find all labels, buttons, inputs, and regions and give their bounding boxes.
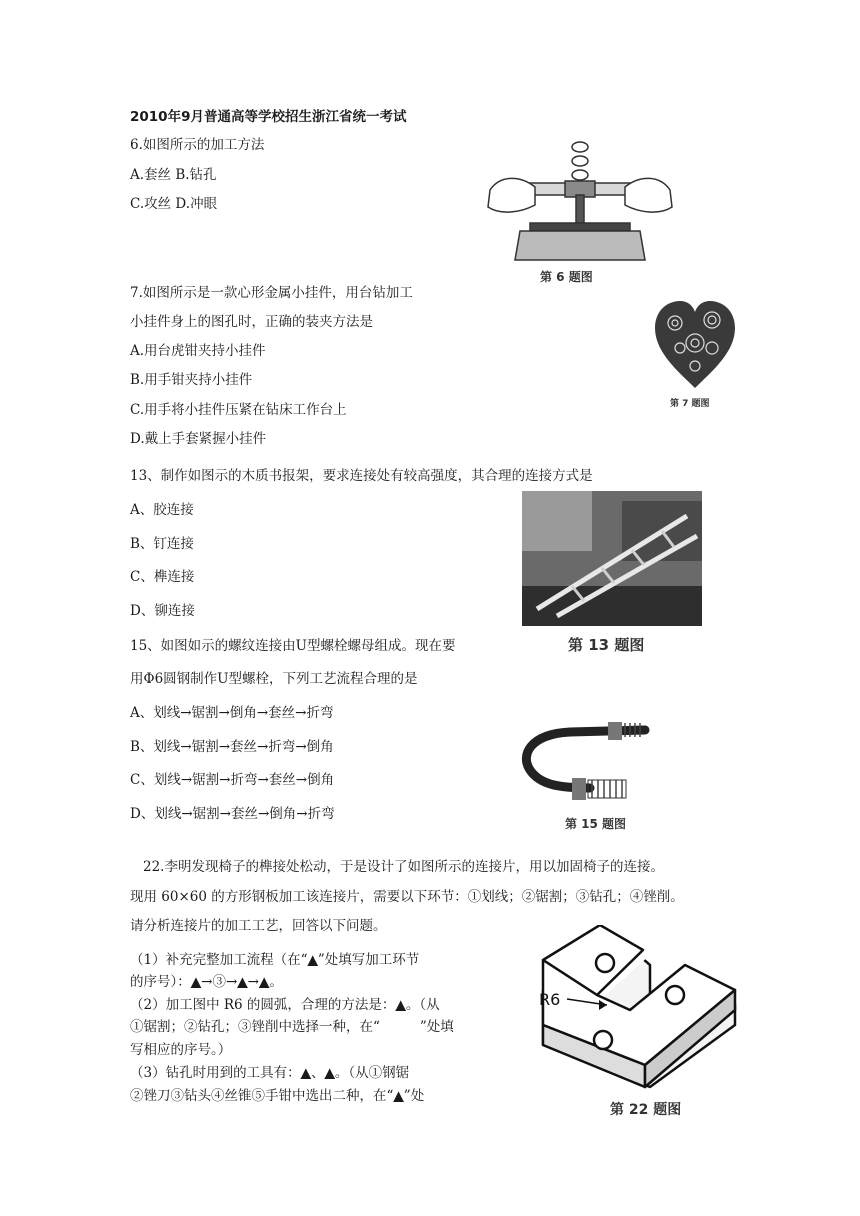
r6-label: R6 <box>539 990 561 1009</box>
q22-part1-line1: （1）补充完整加工流程（在“▲”处填写加工环节 <box>130 952 420 968</box>
q13-figure-book-rack <box>522 491 702 626</box>
answer-blank: ▲ <box>190 974 202 990</box>
q15-option-a: A、划线→锯割→倒角→套丝→折弯 <box>130 705 334 721</box>
q22-part1-line2: 的序号）：▲→③→▲→▲。 <box>130 974 283 990</box>
q7-stem-line2: 小挂件身上的图孔时，正确的装夹方法是 <box>130 314 373 330</box>
q22-stem-line2: 现用 60×60 的方形钢板加工该连接片，需要以下环节：①划线；②锯割；③钻孔；④锉削。 <box>130 889 684 905</box>
q7-figure-heart-pendant <box>650 298 740 393</box>
q7-option-a: A.用台虎钳夹持小挂件 <box>130 343 266 359</box>
answer-blank: ▲ <box>300 1065 311 1081</box>
q6-options-ab: A.套丝 B.钻孔 <box>130 167 217 183</box>
q6-options-cd: C.攻丝 D.冲眼 <box>130 196 218 212</box>
q13-option-b: B、钉连接 <box>130 536 194 552</box>
q15-option-c: C、划线→锯割→折弯→套丝→倒角 <box>130 772 335 788</box>
q22-part2-line2: ①锯割；②钻孔；③锉削中选择一种，在“ ”处填 <box>130 1019 454 1035</box>
q13-caption: 第 13 题图 <box>568 636 645 654</box>
exam-title: 2010年9月普通高等学校招生浙江省统一考试 <box>130 109 407 125</box>
q7-option-b: B.用手钳夹持小挂件 <box>130 372 253 388</box>
q15-option-b: B、划线→锯割→套丝→折弯→倒角 <box>130 739 334 755</box>
q22-part2-line3: 写相应的序号。） <box>130 1042 232 1058</box>
q6-caption: 第 6 题图 <box>540 270 593 284</box>
answer-blank: ▲ <box>258 974 270 990</box>
q22-part2-line1: （2）加工图中 R6 的圆弧，合理的方法是：▲。（从 <box>130 997 440 1013</box>
answer-blank: ▲ <box>324 1065 335 1081</box>
answer-blank: ▲ <box>307 952 318 968</box>
answer-blank: ▲ <box>237 974 248 990</box>
q13-option-c: C、榫连接 <box>130 569 195 585</box>
q22-part3-line2: ②锉刀③钻头④丝锥⑤手钳中选出二种，在“▲”处 <box>130 1088 425 1104</box>
q15-option-d: D、划线→锯割→套丝→倒角→折弯 <box>130 806 335 822</box>
q7-option-d: D.戴上手套紧握小挂件 <box>130 431 267 447</box>
q13-option-d: D、铆连接 <box>130 603 195 619</box>
q7-option-c: C.用手将小挂件压紧在钻床工作台上 <box>130 402 347 418</box>
q22-stem-line3: 请分析连接片的加工工艺，回答以下问题。 <box>130 918 387 934</box>
q13-option-a: A、胶连接 <box>130 502 194 518</box>
q7-stem-line1: 7.如图所示是一款心形金属小挂件，用台钻加工 <box>130 285 413 301</box>
q15-stem-line2: 用Φ6圆钢制作U型螺栓，下列工艺流程合理的是 <box>130 671 418 687</box>
q6-stem: 6.如图所示的加工方法 <box>130 137 265 153</box>
q15-stem-line1: 15、如图如示的螺纹连接由U型螺栓螺母组成。现在要 <box>130 638 456 654</box>
q6-figure-tap-wrench <box>480 135 680 270</box>
q22-part3-line1: （3）钻孔时用到的工具有：▲、▲。（从①钢锯 <box>130 1065 410 1081</box>
q13-stem: 13、制作如图示的木质书报架，要求连接处有较高强度，其合理的连接方式是 <box>130 468 593 484</box>
answer-blank: ▲ <box>395 997 406 1013</box>
q22-figure-connecting-plate <box>525 925 745 1095</box>
q15-caption: 第 15 题图 <box>565 817 627 831</box>
q22-stem-line1: 22.李明发现椅子的榫接处松动，于是设计了如图所示的连接片，用以加固椅子的连接。 <box>143 859 664 875</box>
q7-caption: 第 7 题图 <box>670 399 710 409</box>
q22-caption: 第 22 题图 <box>610 1102 682 1118</box>
answer-blank: ▲ <box>393 1088 404 1104</box>
q15-figure-u-bolt <box>510 710 670 815</box>
